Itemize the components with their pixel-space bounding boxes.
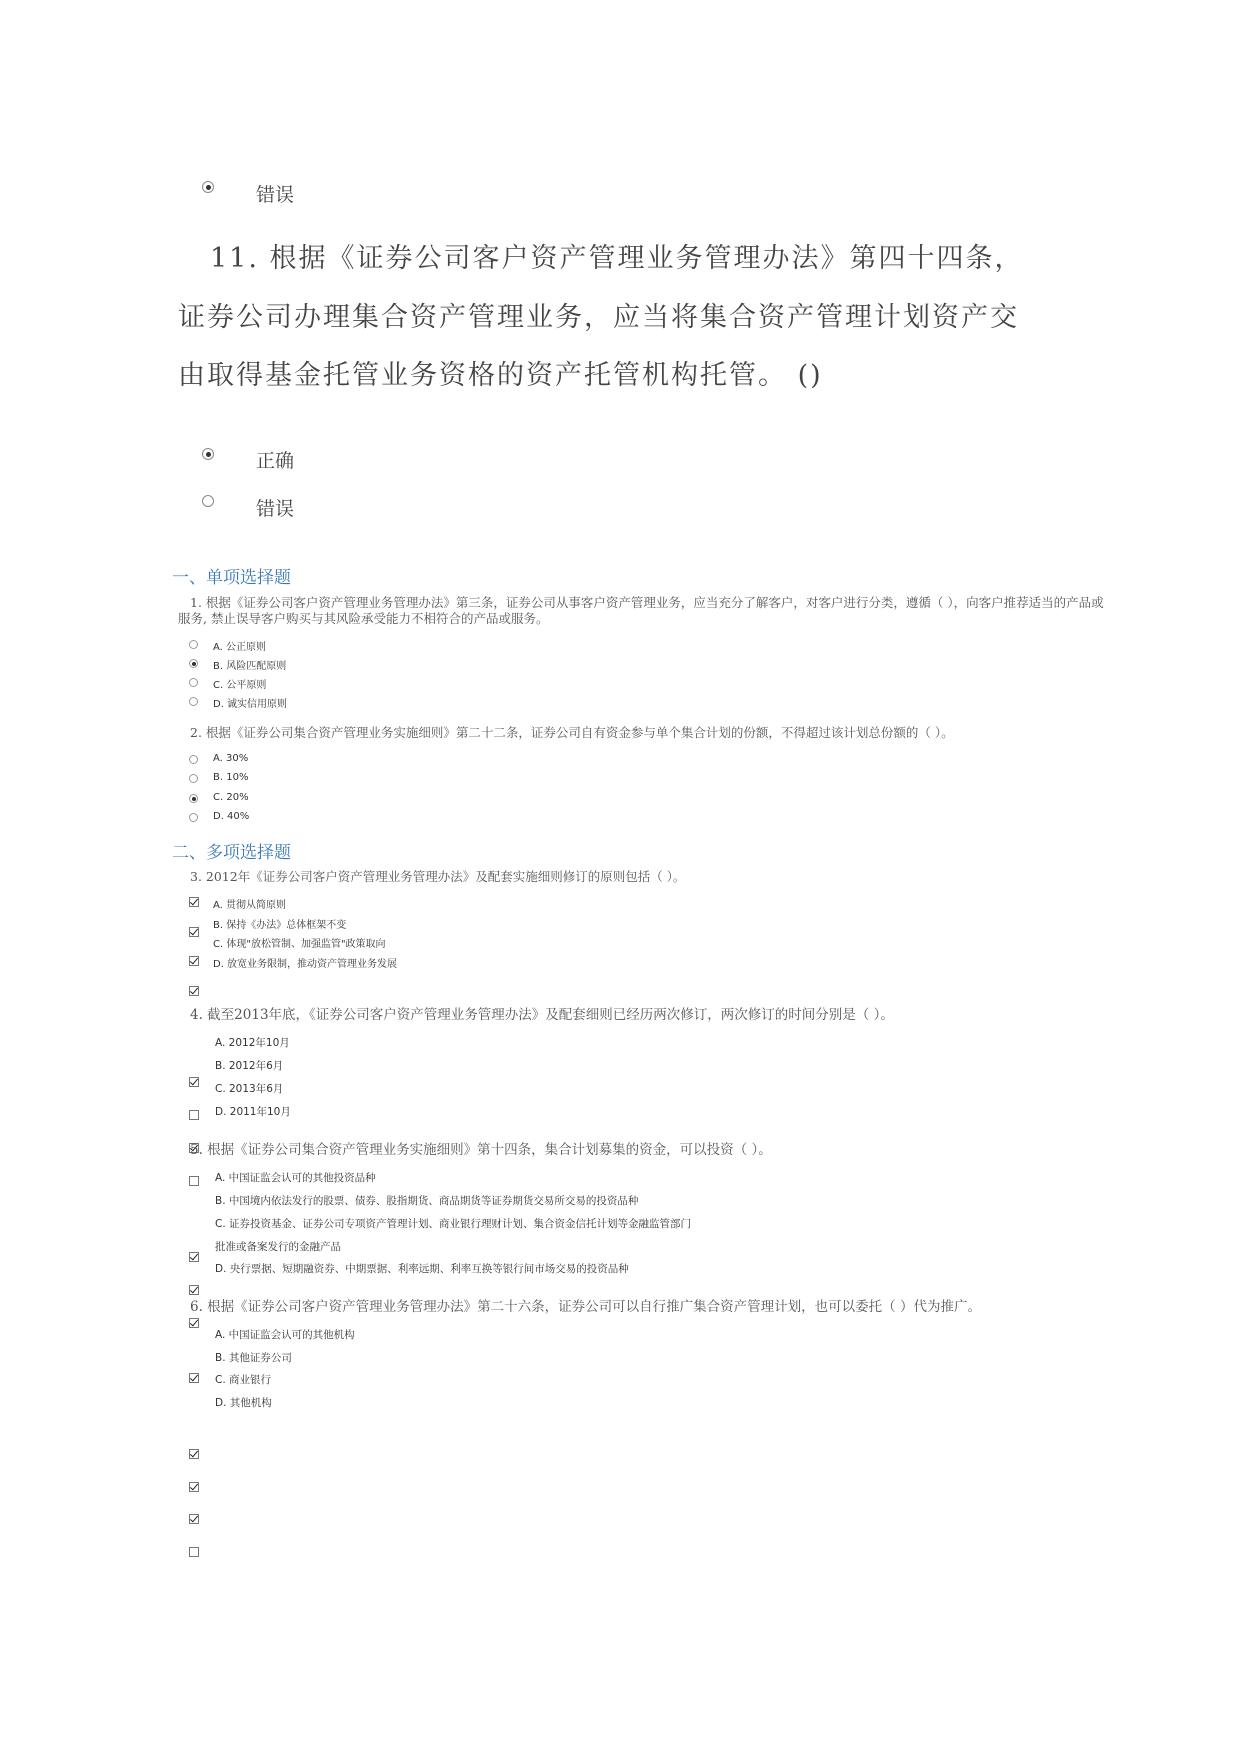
mq4-option-b-label: B. 2012年6月 xyxy=(215,1060,284,1072)
sq1-option-a-radio[interactable] xyxy=(189,640,198,649)
sq1-option-b-label: B. 风险匹配原则 xyxy=(213,661,287,672)
mq5-option-a-checkbox[interactable] xyxy=(189,1252,199,1262)
mq3-option-d-checkbox[interactable] xyxy=(189,986,199,996)
mq6-option-a-label: A. 中国证监会认可的其他机构 xyxy=(215,1329,355,1341)
mq4-option-d-label: D. 2011年10月 xyxy=(215,1106,291,1118)
q10-option-wrong-radio[interactable] xyxy=(202,181,214,193)
mq5-option-d-checkbox[interactable] xyxy=(189,1373,199,1383)
sq1-option-d-label: D. 诚实信用原则 xyxy=(213,699,288,710)
sq1-option-d-radio[interactable] xyxy=(189,697,198,706)
mq4-option-d-checkbox[interactable] xyxy=(189,1176,199,1186)
sq1-option-a-label: A. 公正原则 xyxy=(213,642,267,653)
q11-option-correct-radio[interactable] xyxy=(202,448,214,460)
mq6-option-c-label: C. 商业银行 xyxy=(215,1374,272,1386)
mq3-option-a-checkbox[interactable] xyxy=(189,897,199,907)
sq2-option-a-label: A. 30% xyxy=(213,753,249,764)
mq3-option-a-label: A. 贯彻从简原则 xyxy=(213,900,287,911)
sq2-option-c-label: C. 20% xyxy=(213,792,249,803)
sq2-option-b-radio[interactable] xyxy=(189,774,198,783)
q11-text-line2: 证券公司办理集合资产管理业务，应当将集合资产管理计划资产交 xyxy=(178,302,1019,333)
section-multiple-choice-title: 二、多项选择题 xyxy=(172,843,291,863)
mq5-option-a-label: A. 中国证监会认可的其他投资品种 xyxy=(215,1172,376,1184)
mq5-option-c-checkbox[interactable] xyxy=(189,1318,199,1328)
mq3-option-b-label: B. 保持《办法》总体框架不变 xyxy=(213,920,347,931)
sq2-option-b-label: B. 10% xyxy=(213,772,249,783)
q10-option-wrong-label: 错误 xyxy=(256,184,295,206)
mq5-option-d-label: D. 央行票据、短期融资券、中期票据、利率远期、利率互换等银行间市场交易的投资品种 xyxy=(215,1263,629,1275)
sq2-option-d-radio[interactable] xyxy=(189,813,198,822)
mq3-text: 3. 2012年《证券公司客户资产管理业务管理办法》及配套实施细则修订的原则包括（ ）。 xyxy=(190,869,686,884)
mq6-option-b-checkbox[interactable] xyxy=(189,1482,199,1492)
q11-text-line3: 由取得基金托管业务资格的资产托管机构托管。 () xyxy=(178,360,823,391)
mq5-option-c-label: C. 证券投资基金、证券公司专项资产管理计划、商业银行理财计划、集合资金信托计划等金融监管部门 xyxy=(215,1218,692,1230)
sq1-option-b-radio[interactable] xyxy=(189,659,198,668)
section-single-choice-title: 一、单项选择题 xyxy=(172,568,291,588)
mq5-option-c-continuation: 批准或备案发行的金融产品 xyxy=(215,1241,341,1253)
mq5-text: 5. 根据《证券公司集合资产管理业务实施细则》第十四条，集合计划募集的资金，可以投资（ ）。 xyxy=(190,1142,772,1158)
mq5-option-b-checkbox[interactable] xyxy=(189,1285,199,1295)
q11-option-wrong-label: 错误 xyxy=(256,498,295,520)
mq4-option-c-label: C. 2013年6月 xyxy=(215,1083,284,1095)
mq6-option-d-checkbox[interactable] xyxy=(189,1547,199,1557)
mq6-text: 6. 根据《证券公司客户资产管理业务管理办法》第二十六条，证券公司可以自行推广集合资产管理计划，也可以委托（ ）代为推广。 xyxy=(190,1299,981,1315)
mq6-option-d-label: D. 其他机构 xyxy=(215,1397,272,1409)
q11-text-line1: 11. 根据《证券公司客户资产管理业务管理办法》第四十四条， xyxy=(210,243,1024,274)
mq4-option-a-checkbox[interactable] xyxy=(189,1077,199,1087)
sq1-text-line2: 服务, 禁止误导客户购买与其风险承受能力不相符合的产品或服务。 xyxy=(178,611,549,626)
sq1-option-c-label: C. 公平原则 xyxy=(213,680,267,691)
mq3-option-d-label: D. 放宽业务限制，推动资产管理业务发展 xyxy=(213,959,398,970)
sq2-text: 2. 根据《证券公司集合资产管理业务实施细则》第二十二条，证券公司自有资金参与单个集合计划的份额，不得超过该计划总份额的（ ）。 xyxy=(190,725,954,740)
mq4-option-b-checkbox[interactable] xyxy=(189,1110,199,1120)
sq1-option-c-radio[interactable] xyxy=(189,678,198,687)
mq3-option-b-checkbox[interactable] xyxy=(189,927,199,937)
mq6-option-b-label: B. 其他证券公司 xyxy=(215,1352,292,1364)
q11-option-wrong-radio[interactable] xyxy=(202,495,214,507)
q11-option-correct-label: 正确 xyxy=(256,450,295,472)
sq2-option-a-radio[interactable] xyxy=(189,755,198,764)
sq1-text-line1: 1. 根据《证券公司客户资产管理业务管理办法》第三条，证券公司从事客户资产管理业务，应当充分了解客户，对客户进行分类，遵循（ ），向客户推荐适当的产品或 xyxy=(190,595,1104,610)
mq5-option-b-label: B. 中国境内依法发行的股票、债券、股指期货、商品期货等证券期货交易所交易的投资品种 xyxy=(215,1195,639,1207)
sq2-option-d-label: D. 40% xyxy=(213,811,250,822)
mq4-text: 4. 截至2013年底，《证券公司客户资产管理业务管理办法》及配套细则已经历两次修订，两次修订的时间分别是（ ）。 xyxy=(190,1007,894,1023)
mq3-option-c-label: C. 体现"放松管制、加强监管"政策取向 xyxy=(213,939,386,950)
mq6-option-c-checkbox[interactable] xyxy=(189,1514,199,1524)
sq2-option-c-radio[interactable] xyxy=(189,794,198,803)
mq6-option-a-checkbox[interactable] xyxy=(189,1449,199,1459)
mq3-option-c-checkbox[interactable] xyxy=(189,956,199,966)
mq4-option-a-label: A. 2012年10月 xyxy=(215,1037,290,1049)
